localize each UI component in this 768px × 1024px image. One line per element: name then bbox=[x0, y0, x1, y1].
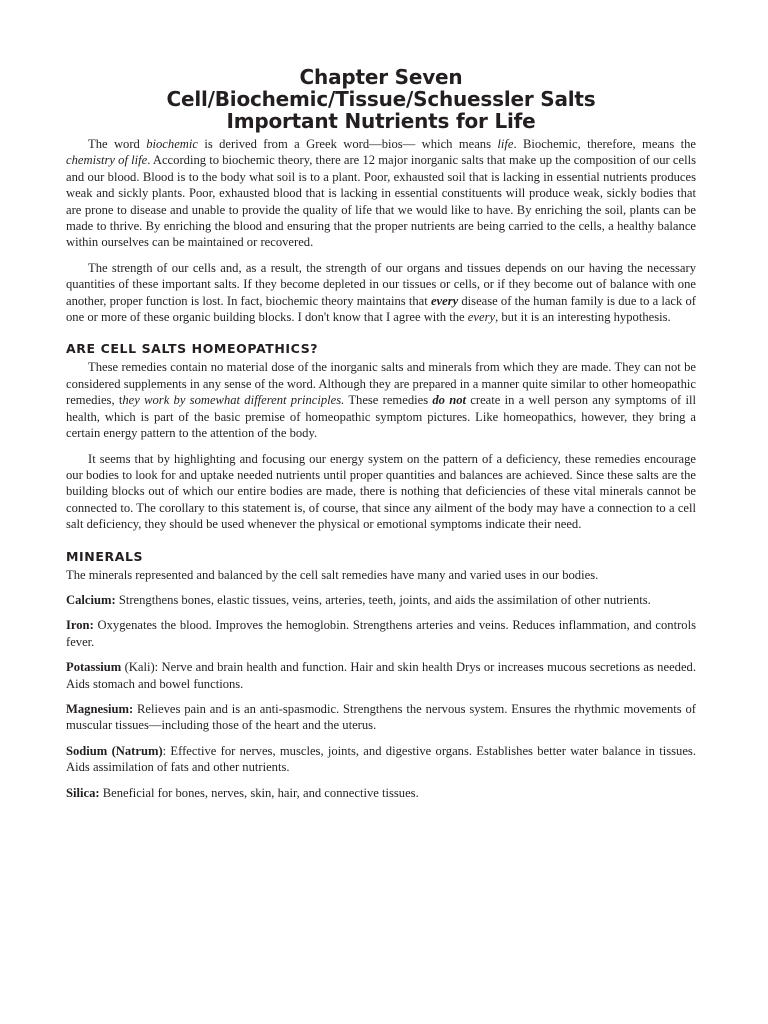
mineral-name: Magnesium: bbox=[66, 701, 134, 716]
text-run: . Biochemic, therefore, means the bbox=[513, 137, 696, 151]
mineral-name: Calcium: bbox=[66, 592, 116, 607]
minerals-intro: The minerals represented and balanced by the cell salt remedies have many and varied uses in our bodies. bbox=[66, 567, 599, 582]
section-heading-cell-salts-homeopathics: ARE CELL SALTS HOMEOPATHICS? bbox=[66, 341, 319, 357]
mineral-name: Potassium bbox=[66, 660, 122, 675]
mineral-silica bbox=[66, 785, 696, 801]
mineral-name: Iron: bbox=[66, 618, 94, 633]
emphasis-life: life bbox=[497, 137, 514, 151]
text-run: is derived from a Greek word—bios— which means bbox=[197, 137, 498, 151]
mineral-magnesium bbox=[66, 701, 696, 734]
intro-paragraph-1 bbox=[66, 136, 696, 251]
mineral-iron bbox=[66, 617, 696, 650]
mineral-description: Strengthens bones, elastic tissues, veins, arteries, teeth, joints, and aids the assimilation of other nutrients. bbox=[115, 592, 651, 607]
mineral-extra: : bbox=[162, 743, 167, 758]
chapter-title-line-2: Cell/Biochemic/Tissue/Schuessler Salts bbox=[166, 87, 596, 111]
mineral-description: Oxygenates the blood. Improves the hemoglobin. Strengthens arteries and veins. Reduces inflammation, and controls fever. bbox=[66, 618, 696, 649]
intro-paragraph-2 bbox=[66, 260, 696, 326]
mineral-name: Sodium (Natrum) bbox=[66, 743, 163, 758]
text-run: These remedies contain no material dose of the inorganic salts and minerals from which they are made. They can not be considered supplements in any sense of the word. Although they are prepared in a manner quite similar to other homeopathic remedies, t bbox=[66, 360, 696, 408]
homeopathics-paragraph-1 bbox=[66, 359, 696, 441]
text-run: , but it is an interesting hypothesis. bbox=[495, 310, 671, 325]
emphasis-chemistry-of-life: chemistry of life bbox=[66, 153, 148, 168]
homeopathics-paragraph-2: It seems that by highlighting and focusing our energy system on the pattern of a deficiency, these remedies encourage our bodies to look for and uptake needed nutrients until proper quantities and balances are achieved. Since these salts are the building blocks out of which our entire bodies are made, there is nothing that deficiencies of these vital minerals cannot be connected to. The corollary to this statement is, of course, that since any ailment of the body may have a connection to a cell salt deficiency, they should be used whenever the physical or emotional symptoms indicate their need. bbox=[66, 451, 696, 532]
mineral-potassium bbox=[66, 659, 696, 692]
mineral-sodium bbox=[66, 743, 696, 776]
mineral-description: Beneficial for bones, nerves, skin, hair, and connective tissues. bbox=[99, 785, 419, 800]
emphasis-different-principles: hey work by somewhat different principles. bbox=[122, 393, 345, 408]
section-heading-minerals: MINERALS bbox=[66, 548, 144, 564]
emphasis-biochemic: biochemic bbox=[146, 137, 198, 151]
text-run: These remedies bbox=[344, 393, 433, 408]
chapter-title-line-3: Important Nutrients for Life bbox=[226, 109, 536, 133]
emphasis-every-2: every bbox=[467, 310, 496, 325]
mineral-description: Effective for nerves, muscles, joints, and digestive organs. Establishes better water balance in tissues. Aids assimilation of fats and other nutrients. bbox=[66, 743, 696, 775]
text-run: . According to biochemic theory, there are 12 major inorganic salts that make up the composition of our cells and our blood. Blood is to the body what soil is to a plant. Poor, exhausted soil that is lacking in essential nutrients produces weak and sickly plants. Poor, exhausted blood that is lacking in essential constituents will produce weak, sickly bodies that are prone to disease and unable to provide the quality of life that we would like to have. By enriching the soil, plants can be made to thrive. By enriching the blood and ensuring that the proper nutrients are being carried to the cells, a healthy balance within ourselves can be maintained or recovered. bbox=[66, 153, 697, 250]
mineral-description: Nerve and brain health and function. Hair and skin health Drys or increases mucous secretions as needed. Aids stomach and bowel functions. bbox=[66, 660, 696, 691]
emphasis-every: every bbox=[430, 293, 459, 308]
text-run: create in a well person any symptoms of ill health, which is part of the basic premise of homeopathic symptom pictures. Like homeopathics, however, they bring a certain energy pattern to the attention of the body. bbox=[66, 393, 696, 441]
mineral-extra: (Kali): bbox=[121, 660, 159, 675]
text-run: disease of the human family is due to a lack of one or more of these organic building blocks. I don't know that I agree with the bbox=[66, 293, 696, 325]
emphasis-do-not: do not bbox=[432, 393, 467, 408]
chapter-title-line-1: Chapter Seven bbox=[299, 65, 463, 89]
chapter-title bbox=[66, 66, 696, 132]
mineral-description: Relieves pain and is an anti-spasmodic. Strengthens the nervous system. Ensures the rhythmic movements of muscular tissues—including those of the heart and the uterus. bbox=[66, 701, 696, 733]
mineral-name: Silica: bbox=[66, 785, 100, 800]
text-run: The strength of our cells and, as a result, the strength of our organs and tissues depends on our having the necessary quantities of these important salts. If they become depleted in our tissues or cells, or if they become out of balance with one another, proper function is lost. In fact, biochemic theory maintains that bbox=[66, 260, 696, 308]
text-run: The word bbox=[88, 137, 147, 151]
mineral-calcium bbox=[66, 592, 696, 608]
